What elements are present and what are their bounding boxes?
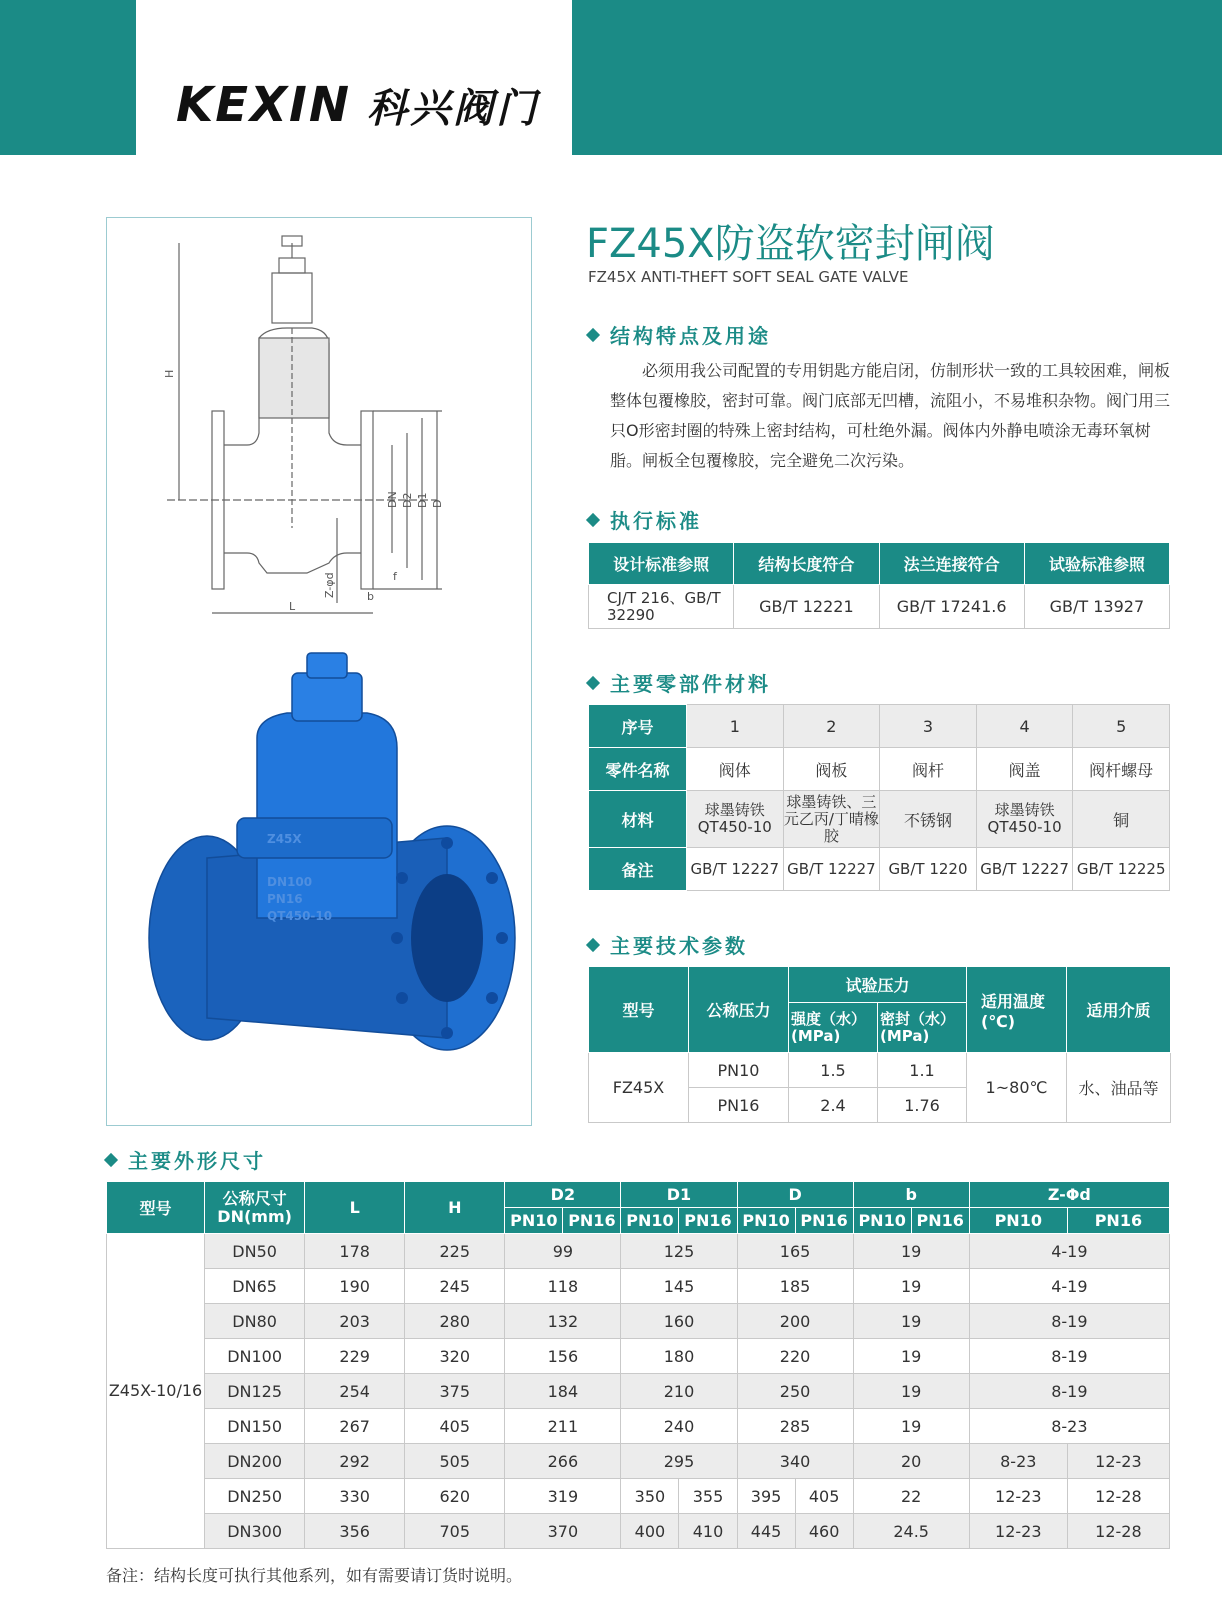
table-cell: 320 <box>405 1339 505 1374</box>
table-header-row <box>107 1182 1170 1208</box>
section-materials-title: 主要零部件材料 <box>610 672 771 696</box>
features-description <box>610 356 1170 476</box>
table-cell: 620 <box>405 1479 505 1514</box>
diamond-bullet-icon <box>104 1152 118 1166</box>
diamond-bullet-icon <box>586 675 600 689</box>
table-cell: GB/T 17241.6 <box>879 585 1024 629</box>
valve-marking-4: QT450-10 <box>267 909 333 923</box>
table-cell: DN80 <box>205 1304 305 1339</box>
table-cell: CJ/T 216、GB/T 32290 <box>589 585 734 629</box>
table-cell: 375 <box>405 1374 505 1409</box>
table-cell: 355 <box>679 1479 737 1514</box>
table-cell: 267 <box>305 1409 405 1444</box>
table-cell: 19 <box>853 1374 969 1409</box>
table-cell: 19 <box>853 1339 969 1374</box>
table-header-cell: D1 <box>621 1182 737 1208</box>
table-row <box>107 1479 1170 1514</box>
table-cell: 阀板 <box>783 748 880 791</box>
logo-text-cn: 科兴阀门 <box>367 85 540 132</box>
table-cell: 190 <box>305 1269 405 1304</box>
table-cell: 阀杆螺母 <box>1073 748 1170 791</box>
table-cell: 200 <box>737 1304 853 1339</box>
section-dims-heading <box>106 1145 266 1174</box>
table-cell: GB/T 12227 <box>783 848 880 891</box>
table-cell: GB/T 12225 <box>1073 848 1170 891</box>
table-row <box>107 1444 1170 1479</box>
table-cell: 19 <box>853 1269 969 1304</box>
features-text: 必须用我公司配置的专用钥匙方能启闭，仿制形状一致的工具较困难，闸板整体包覆橡胶，密封可靠。阀门底部无凹槽，流阻小，不易堆积杂物。阀门用三只O形密封圈的特殊上密封结构，可杜绝外漏。阀体内外静电喷涂无毒环氧树脂。闸板全包覆橡胶，完全避免二次污染。 <box>610 361 1171 470</box>
table-cell: 266 <box>505 1444 621 1479</box>
section-dims-title: 主要外形尺寸 <box>128 1149 266 1173</box>
table-cell: DN150 <box>205 1409 305 1444</box>
table-cell: GB/T 12227 <box>976 848 1073 891</box>
table-cell: 145 <box>621 1269 737 1304</box>
table-cell: DN65 <box>205 1269 305 1304</box>
table-cell: DN50 <box>205 1234 305 1269</box>
table-cell: 铜 <box>1073 791 1170 848</box>
table-row <box>107 1234 1170 1269</box>
table-cell: 410 <box>679 1514 737 1549</box>
table-header-cell: D <box>737 1182 853 1208</box>
table-header-cell: 强度（水）(MPa) <box>789 1003 878 1053</box>
logo-text-en: KEXIN <box>176 77 352 133</box>
table-cell: 705 <box>405 1514 505 1549</box>
table-header-cell: PN10 <box>969 1208 1067 1234</box>
table-cell: 19 <box>853 1409 969 1444</box>
dim-label-f: f <box>393 570 397 583</box>
table-cell: 19 <box>853 1234 969 1269</box>
table-header-cell: Z-Φd <box>969 1182 1169 1208</box>
model-cell: Z45X-10/16 <box>107 1234 205 1549</box>
table-header-cell: L <box>305 1182 405 1234</box>
table-cell: 220 <box>737 1339 853 1374</box>
table-cell: 8-23 <box>969 1444 1067 1479</box>
table-cell: GB/T 12227 <box>687 848 784 891</box>
table-cell: 1.76 <box>878 1088 967 1123</box>
table-cell: 118 <box>505 1269 621 1304</box>
row-label: 材料 <box>589 791 687 848</box>
table-cell: DN200 <box>205 1444 305 1479</box>
table-cell: 8-23 <box>969 1409 1169 1444</box>
table-row <box>107 1304 1170 1339</box>
table-cell: 1.1 <box>878 1053 967 1088</box>
section-features-title: 结构特点及用途 <box>610 324 771 348</box>
footnote: 备注：结构长度可执行其他系列，如有需要请订货时说明。 <box>106 1566 523 1585</box>
table-cell: 12-28 <box>1067 1479 1169 1514</box>
table-header-cell: PN16 <box>563 1208 621 1234</box>
table-cell: 356 <box>305 1514 405 1549</box>
table-header-cell: PN10 <box>621 1208 679 1234</box>
table-header-row <box>589 967 1171 1003</box>
table-cell: 250 <box>737 1374 853 1409</box>
table-cell: 99 <box>505 1234 621 1269</box>
table-row <box>589 585 1170 629</box>
table-cell: 2.4 <box>789 1088 878 1123</box>
section-standards-heading <box>588 505 702 534</box>
table-cell: 405 <box>795 1479 853 1514</box>
dim-label-b: b <box>367 590 374 603</box>
table-cell: 225 <box>405 1234 505 1269</box>
table-cell: GB/T 1220 <box>880 848 977 891</box>
product-title: FZ45X防盗软密封闸阀 <box>586 221 995 267</box>
table-header-cell: PN16 <box>911 1208 969 1234</box>
table-cell: 319 <box>505 1479 621 1514</box>
table-header-cell: b <box>853 1182 969 1208</box>
table-cell: 395 <box>737 1479 795 1514</box>
table-cell: 阀杆 <box>880 748 977 791</box>
table-cell: 178 <box>305 1234 405 1269</box>
table-header-cell: 公称尺寸DN(mm) <box>205 1182 305 1234</box>
dim-label-L: L <box>289 600 296 613</box>
table-row <box>107 1269 1170 1304</box>
table-cell: 405 <box>405 1409 505 1444</box>
table-cell: 350 <box>621 1479 679 1514</box>
table-cell: 180 <box>621 1339 737 1374</box>
table-cell: GB/T 13927 <box>1024 585 1169 629</box>
product-image-panel <box>106 217 532 1126</box>
table-row <box>107 1409 1170 1444</box>
table-header-cell: 适用温度(℃) <box>967 967 1067 1053</box>
table-header-cell: PN16 <box>679 1208 737 1234</box>
table-header-cell: 设计标准参照 <box>589 543 734 585</box>
table-cell: 184 <box>505 1374 621 1409</box>
table-cell: 1.5 <box>789 1053 878 1088</box>
table-cell: PN16 <box>689 1088 789 1123</box>
table-cell: 阀盖 <box>976 748 1073 791</box>
diamond-bullet-icon <box>586 937 600 951</box>
section-materials-heading <box>588 668 771 697</box>
table-cell: 12-28 <box>1067 1514 1169 1549</box>
table-header-cell: PN10 <box>737 1208 795 1234</box>
tech-params-table <box>588 966 1171 1123</box>
row-label: 序号 <box>589 705 687 748</box>
table-cell: 3 <box>880 705 977 748</box>
dimensions-table <box>106 1181 1170 1549</box>
valve-marking-2: DN100 <box>267 875 313 889</box>
valve-photo <box>107 218 531 1125</box>
table-header-cell: 型号 <box>589 967 689 1053</box>
table-cell: 22 <box>853 1479 969 1514</box>
table-row <box>589 791 1170 848</box>
table-row <box>589 1053 1171 1088</box>
table-cell: 340 <box>737 1444 853 1479</box>
table-header-cell: 结构长度符合 <box>734 543 879 585</box>
table-cell: 8-19 <box>969 1374 1169 1409</box>
table-header-cell: 试验标准参照 <box>1024 543 1169 585</box>
table-header-cell: PN16 <box>795 1208 853 1234</box>
table-cell: DN125 <box>205 1374 305 1409</box>
section-features-heading <box>588 320 771 349</box>
table-cell: 1 <box>687 705 784 748</box>
table-cell: 400 <box>621 1514 679 1549</box>
dim-label-D2: D2 <box>401 492 414 508</box>
section-tech-title: 主要技术参数 <box>610 934 748 958</box>
dim-label-D1: D1 <box>416 492 429 508</box>
table-header-cell: 试验压力 <box>789 967 967 1003</box>
table-cell: 2 <box>783 705 880 748</box>
table-row <box>589 848 1170 891</box>
table-cell: 156 <box>505 1339 621 1374</box>
table-cell: 阀体 <box>687 748 784 791</box>
table-cell: 285 <box>737 1409 853 1444</box>
table-header-cell: 公称压力 <box>689 967 789 1053</box>
row-label: 备注 <box>589 848 687 891</box>
table-cell: 203 <box>305 1304 405 1339</box>
table-cell: 292 <box>305 1444 405 1479</box>
table-header-cell: 适用介质 <box>1067 967 1171 1053</box>
table-cell: 125 <box>621 1234 737 1269</box>
table-cell: 4 <box>976 705 1073 748</box>
table-cell: FZ45X <box>589 1053 689 1123</box>
table-cell: 1~80℃ <box>967 1053 1067 1123</box>
dim-label-DN: DN <box>386 491 399 508</box>
table-cell: 24.5 <box>853 1514 969 1549</box>
valve-marking-1: Z45X <box>267 832 302 846</box>
table-cell: 不锈钢 <box>880 791 977 848</box>
table-cell: 280 <box>405 1304 505 1339</box>
table-cell: 球墨铸铁QT450-10 <box>687 791 784 848</box>
table-cell: 505 <box>405 1444 505 1479</box>
table-cell: 5 <box>1073 705 1170 748</box>
materials-table <box>588 704 1170 891</box>
table-row <box>107 1374 1170 1409</box>
table-header-row <box>589 543 1170 585</box>
table-cell: 240 <box>621 1409 737 1444</box>
table-cell: 水、油品等 <box>1067 1053 1171 1123</box>
table-cell: 球墨铸铁QT450-10 <box>976 791 1073 848</box>
dim-label-D: D <box>431 499 444 508</box>
table-cell: 4-19 <box>969 1234 1169 1269</box>
table-cell: 19 <box>853 1304 969 1339</box>
section-tech-heading <box>588 930 748 959</box>
table-cell: PN10 <box>689 1053 789 1088</box>
table-row <box>589 748 1170 791</box>
table-cell: GB/T 12221 <box>734 585 879 629</box>
table-cell: 12-23 <box>969 1514 1067 1549</box>
brand-logo <box>176 77 540 133</box>
table-cell: 254 <box>305 1374 405 1409</box>
table-cell: DN100 <box>205 1339 305 1374</box>
table-cell: 160 <box>621 1304 737 1339</box>
table-cell: 165 <box>737 1234 853 1269</box>
table-cell: 245 <box>405 1269 505 1304</box>
table-cell: 球墨铸铁、三元乙丙/丁晴橡胶 <box>783 791 880 848</box>
table-cell: 185 <box>737 1269 853 1304</box>
table-row <box>107 1514 1170 1549</box>
table-header-cell: 型号 <box>107 1182 205 1234</box>
table-header-cell: 密封（水）(MPa) <box>878 1003 967 1053</box>
table-cell: DN250 <box>205 1479 305 1514</box>
row-label: 零件名称 <box>589 748 687 791</box>
header-band-left <box>0 0 136 155</box>
table-header-cell: 法兰连接符合 <box>879 543 1024 585</box>
table-header-cell: PN10 <box>505 1208 563 1234</box>
table-cell: 210 <box>621 1374 737 1409</box>
table-header-cell: H <box>405 1182 505 1234</box>
table-cell: 20 <box>853 1444 969 1479</box>
table-row <box>107 1339 1170 1374</box>
table-cell: 4-19 <box>969 1269 1169 1304</box>
table-cell: 8-19 <box>969 1339 1169 1374</box>
table-cell: 370 <box>505 1514 621 1549</box>
table-cell: 132 <box>505 1304 621 1339</box>
table-cell: 445 <box>737 1514 795 1549</box>
dim-label-zd: Z-φd <box>323 572 336 598</box>
product-subtitle: FZ45X ANTI-THEFT SOFT SEAL GATE VALVE <box>588 268 909 286</box>
table-cell: 8-19 <box>969 1304 1169 1339</box>
diamond-bullet-icon <box>586 512 600 526</box>
diamond-bullet-icon <box>586 327 600 341</box>
table-header-cell: PN16 <box>1067 1208 1169 1234</box>
table-cell: 330 <box>305 1479 405 1514</box>
table-cell: 12-23 <box>969 1479 1067 1514</box>
table-cell: 12-23 <box>1067 1444 1169 1479</box>
table-cell: 295 <box>621 1444 737 1479</box>
table-header-cell: D2 <box>505 1182 621 1208</box>
table-cell: 460 <box>795 1514 853 1549</box>
table-cell: DN300 <box>205 1514 305 1549</box>
dim-label-H: H <box>163 369 176 378</box>
valve-marking-3: PN16 <box>267 892 303 906</box>
header-band-right <box>572 0 1222 155</box>
table-header-cell: PN10 <box>853 1208 911 1234</box>
table-cell: 229 <box>305 1339 405 1374</box>
table-row <box>589 705 1170 748</box>
standards-table <box>588 542 1170 629</box>
table-cell: 211 <box>505 1409 621 1444</box>
section-standards-title: 执行标准 <box>610 509 702 533</box>
